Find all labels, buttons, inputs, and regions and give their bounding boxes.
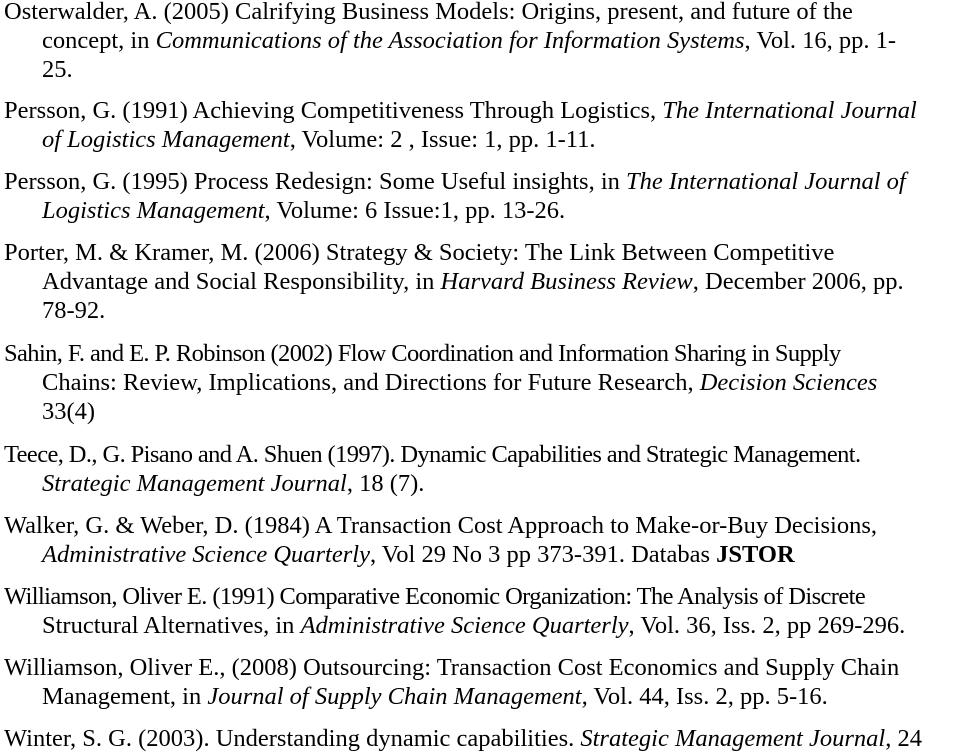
reference-line-1: Sahin, F. and E. P. Robinson (2002) Flow Coordination and Information Sharing in Supply xyxy=(4,340,841,367)
reference-entry-williamson-1991 xyxy=(4,582,956,640)
reference-line-2: Chains: Review, Implications, and Directions for Future Research, Decision Sciences xyxy=(42,369,878,396)
reference-line-1: Persson, G. (1995) Process Redesign: Some Useful insights, in The International Journal of xyxy=(4,168,906,195)
reference-line-1: Persson, G. (1991) Achieving Competitiveness Through Logistics, The International Journal xyxy=(4,97,917,124)
journal-title: Strategic Management Journal xyxy=(580,725,886,752)
reference-entry-walker xyxy=(4,511,956,569)
journal-title: Logistics Management xyxy=(42,197,265,224)
journal-title: of Logistics Management xyxy=(42,126,290,153)
reference-entry-persson-1991 xyxy=(4,96,956,154)
database-name: JSTOR xyxy=(716,541,795,568)
reference-line-1: Osterwalder, A. (2005) Calrifying Business Models: Origins, present, and future of the xyxy=(4,0,853,25)
reference-line-2: Strategic Management Journal, 18 (7). xyxy=(42,470,425,497)
journal-title: Administrative Science Quarterly xyxy=(42,541,370,568)
journal-title: Decision Sciences xyxy=(699,369,878,396)
reference-entry-osterwalder xyxy=(4,0,956,84)
reference-entry-persson-1995 xyxy=(4,167,956,225)
reference-entry-williamson-2008 xyxy=(4,653,956,711)
reference-line-3: 25. xyxy=(42,56,73,83)
journal-title: Journal of Supply Chain Management, xyxy=(207,683,588,710)
journal-title: Harvard Business Review xyxy=(440,268,693,295)
reference-entry-sahin xyxy=(4,339,956,426)
reference-line-2: Advantage and Social Responsibility, in Harvard Business Review, December 2006, pp. xyxy=(42,268,904,295)
reference-entry-porter xyxy=(4,238,956,325)
reference-line-1: Williamson, Oliver E., (2008) Outsourcing: Transaction Cost Economics and Supply Chain xyxy=(4,654,900,681)
journal-title: The International Journal xyxy=(662,97,917,124)
reference-line-2: Administrative Science Quarterly, Vol 29 No 3 pp 373-391. Databas JSTOR xyxy=(42,541,795,568)
journal-title: Strategic Management Journal xyxy=(42,470,347,497)
journal-title: The International Journal of xyxy=(626,168,906,195)
reference-line-1: Teece, D., G. Pisano and A. Shuen (1997). Dynamic Capabilities and Strategic Management. xyxy=(4,441,861,468)
reference-line-2: Structural Alternatives, in Administrative Science Quarterly, Vol. 36, Iss. 2, pp 269-296. xyxy=(42,612,906,639)
reference-line-2: Logistics Management, Volume: 6 Issue:1, pp. 13-26. xyxy=(42,197,566,224)
reference-line-1: Porter, M. & Kramer, M. (2006) Strategy & Society: The Link Between Competitive xyxy=(4,239,835,266)
reference-line-1: Williamson, Oliver E. (1991) Comparative Economic Organization: The Analysis of Discrete xyxy=(4,583,866,610)
reference-line-3: 33(4) xyxy=(42,398,96,425)
reference-line-1: Walker, G. & Weber, D. (1984) A Transaction Cost Approach to Make-or-Buy Decisions, xyxy=(4,512,877,539)
reference-entry-teece xyxy=(4,440,956,498)
reference-line-2: of Logistics Management, Volume: 2 , Issue: 1, pp. 1-11. xyxy=(42,126,596,153)
journal-title: Communications of the Association for Information Systems xyxy=(155,27,745,54)
reference-line-1: Winter, S. G. (2003). Understanding dynamic capabilities. Strategic Management Journal, 24 xyxy=(4,725,922,752)
reference-line-3: 78-92. xyxy=(42,297,106,324)
reference-entry-winter xyxy=(4,724,956,753)
reference-line-2: Management, in Journal of Supply Chain Management, Vol. 44, Iss. 2, pp. 5-16. xyxy=(42,683,828,710)
reference-line-2: concept, in Communications of the Association for Information Systems, Vol. 16, pp. 1- xyxy=(42,27,897,54)
journal-title: Administrative Science Quarterly xyxy=(300,612,629,639)
